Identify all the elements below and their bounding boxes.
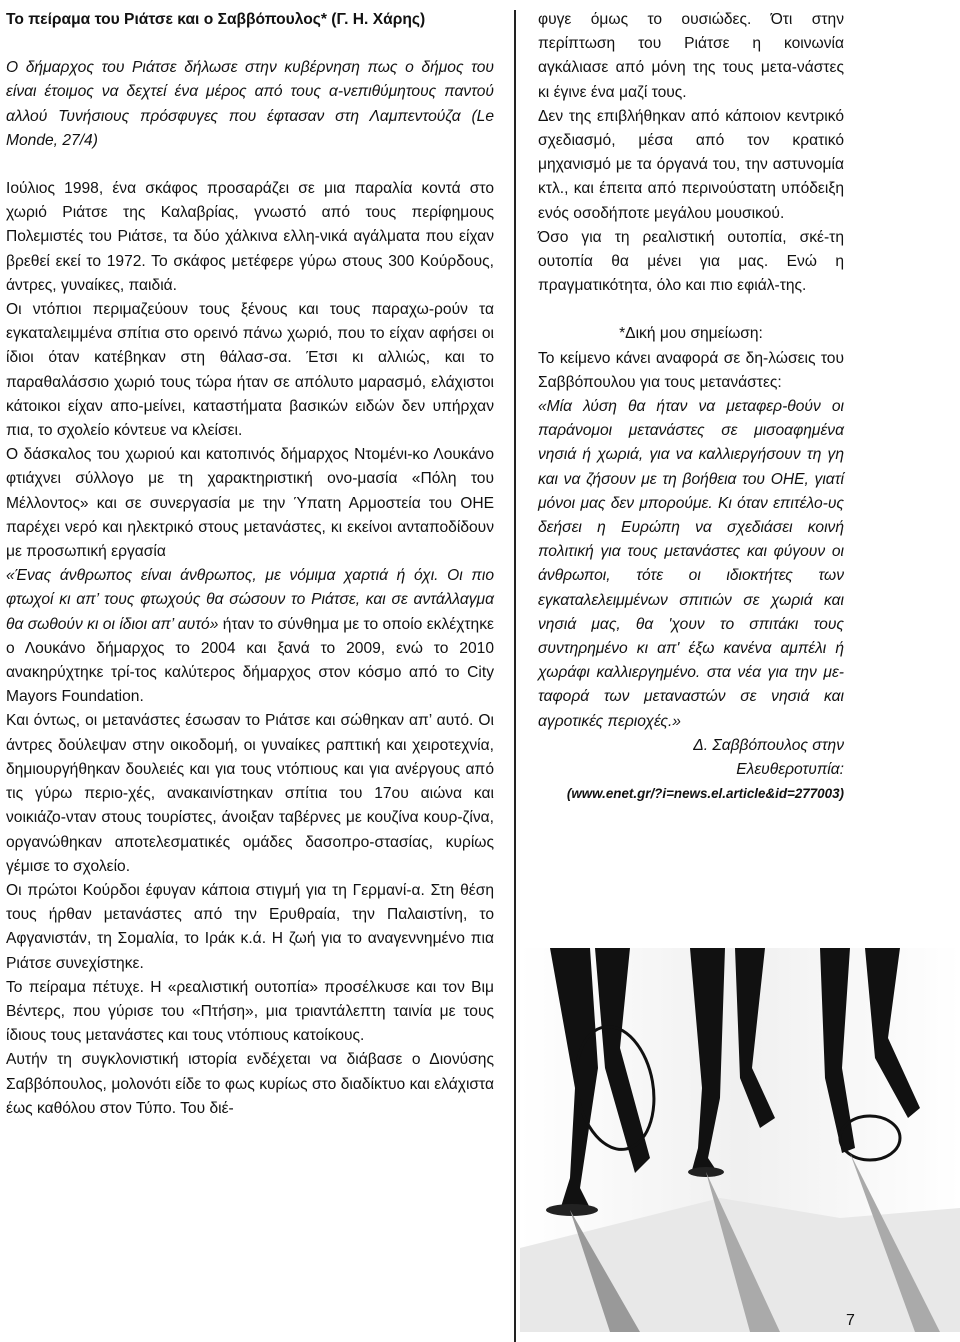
quote-source: Δ. Σαββόπουλος στην [693, 736, 844, 754]
paragraph: Το πείραμα πέτυχε. Η «ρεαλιστική ουτοπία» προσέλκυσε και τον Βιμ Βέντερς, που γύρισε του «Πτήση», μια τριαντάλεπτη ταινία με τους ίδιους τους μετανάστες και τους ντόπιους κατοίκους. [6, 978, 494, 1045]
quote-source-paper: Ελευθεροτυπία: [736, 761, 844, 779]
paragraph [6, 564, 494, 709]
paragraph: Αυτήν τη συγκλονιστική ιστορία ενδέχεται να διάβασε ο Διονύσης Σαββόπουλος, μολονότι είδε το φως κυρίως στο διαδίκτυο και ελάχιστα έως καθόλου στον Τύπο. Του διέ- [6, 1051, 494, 1117]
paragraph: Οι ντόπιοι περιμαζεύουν τους ξένους και τους παραχω-ρούν τα εγκαταλειμμένα σπίτια στο ορεινό πάνω χωριό, που το είχαν αφήσει οι ίδιοι όταν κατέβηκαν στη θάλασ-σα. Έτσι κι αλλιώς, και το παραθαλάσσιο χωριό τους τώρα ήταν σε απόλυτο μαρασμό, ελάχιστοι κάτοικοι είχαν απο-μείνει, καταστήματα βασικών ειδών δεν υπήρχαν πια, το σχολείο κόντευε να κλείσει. [6, 301, 494, 440]
right-column [538, 8, 844, 807]
savvopoulos-quote: «Μία λύση θα ήταν να μεταφερ-θούν οι παράνομοι μετανάστες σε μισοαφημένα νησιά ή χωριά, για να καλλιεργήσουν τη γη και να ζήσουν με τη βοήθεια του ΟΗΕ, γιατί μόνοι μας δεν μπορούμε. Κι όταν επιτέλο-υς δεήσει η Ευρώπη να σχεδιάσει κοινή πολιτική για τους μετανάστες και φύγουν οι άνθρωποι, τότε οι ιδιοκτήτες των εγκαταλελειμμένων σπιτιών σε χωριά και νησιά μας, θα 'χουν το σπιτάκι τους συντηρημένο κι απ' έξω κανένα αμπέλι ή χωράφι καλλιεργημένο. στα νέα για την με-ταφορά των μεταναστών σε νησιά και αγροτικές περιοχές.» [538, 398, 844, 730]
paragraph: Οι πρώτοι Κούρδοι έφυγαν κάποια στιγμή για τη Γερμανί-α. Στη θέση τους ήρθαν μετανάστες από την Ερυθραία, την Παλαιστίνη, το Αφγανιστάν, τη Σομαλία, το Ιράκ κ.ά. Η ζωή για το αναγεννημένο πια Ριάτσε συνεχίστηκε. [6, 881, 494, 972]
left-column [6, 8, 494, 1121]
paragraph: Και όντως, οι μετανάστες έσωσαν το Ριάτσε και σώθηκαν απ’ αυτό. Οι άντρες δούλεψαν στην οικοδομή, οι γυναίκες ραπτική και χειροτεχνία, δημιουργήθηκαν δουλειές και για τους ντόπιους και για ανέργους από τις γύρω περιο-χές, ανακαινίστηκαν σπίτια του 17ου αιώνα και νοικιάζο-νταν στους τουρίστες, άνοιξαν ταβέρνες με κουζίνα κουρ-ζίνα, οργανώθηκαν αποτελεσματικές ομάδες δασοπρο-στασίας, κυρίως γέμισε το σχολείο. [6, 712, 494, 875]
paragraph: Όσο για τη ρεαλιστική ουτοπία, σκέ-τη ουτοπία θα μένει για μας. Ενώ η πραγματικότητα, όλο και πιο εφιάλ-της. [538, 228, 844, 295]
dancers-silhouette-photo [520, 948, 960, 1332]
paragraph-text: ήταν το σύνθημα με το οποίο εκλέχτηκε ο Λουκάνο δήμαρχος το 2004 και ξανά το 2009, ενώ το 2010 ανακηρύχτηκε τρί-τος καλύτερος δήμαρχος στον κόσμο από το City Mayors Foundation. [6, 615, 494, 706]
page-number: 7 [846, 1312, 855, 1329]
slogan-quote: «Ένας άνθρωπος είναι άνθρωπος, με νόμιμα χαρτιά ή όχι. Οι πιο φτωχοί κι απ’ τους φτωχούς θα σώσουν το Ριάτσε, και σε αντάλλαγμα θα σωθούν κι οι ίδιοι απ’ αυτό» [6, 567, 494, 633]
note-text: Το κείμενο κάνει αναφορά σε δη-λώσεις του Σαββόπουλου για τους μετανάστες: [538, 349, 844, 391]
column-divider [514, 10, 516, 1342]
paragraph: Ιούλιος 1998, ένα σκάφος προσαράζει σε μια παραλία κοντά στο χωριό Ριάτσε της Καλαβρίας, γνωστό από τους περίφημους Πολεμιστές του Ριάτσε, τα δύο χάλκινα ελλη-νικά αγάλματα που είχαν βρεθεί εκεί το 1972. Το σκάφος μετέφερε γύρω στους 300 Κούρδους, άντρες, γυναίκες, παιδιά. [6, 180, 494, 294]
paragraph: Ο δάσκαλος του χωριού και κατοπινός δήμαρχος Ντομένι-κο Λουκάνο φτιάχνει σύλλογο με τη χαρακτηριστική ονο-μασία «Πόλη του Μέλλοντος» και σε συνεργασία με την Ύπατη Αρμοστεία του ΟΗΕ παρέχει νερό και ηλεκτρικό στους μετανάστες, κι εκείνοι ανταποδίδουν με προσωπική εργασία [6, 446, 494, 561]
note-title: *Δική μου σημείωση: [619, 325, 763, 343]
intro-paragraph: Ο δήμαρχος του Ριάτσε δήλωσε στην κυβέρνηση πως ο δήμος του είναι έτοιμος να δεχτεί ένα μέρος από τους α-νεπιθύμητους παντού αλλού Τυνήσιους πρόσφυγες που έφτασαν στη Λαμπεντούζα (Le Monde, 27/4) [6, 59, 494, 149]
paragraph: φυγε όμως το ουσιώδες. Ότι στην περίπτωση του Ριάτσε η κοινωνία αγκάλιασε από μόνη της τους μετα-νάστες κι έγινε ένα μαζί τους. [538, 11, 844, 101]
paragraph: Δεν της επιβλήθηκαν από κάποιον κεντρικό σχεδιασμό, μέσα από τον κρατικό μηχανισμό με τα όργανά του, την αστυνομία κτλ., και έπειτα από περινούστατη υπόδειξη ενός οσοδήποτε μεγάλου μουσικού. [538, 107, 844, 222]
article-title: Το πείραμα του Ριάτσε και ο Σαββόπουλος* (Γ. Η. Χάρης) [6, 11, 426, 28]
source-url: (www.enet.gr/?i=news.el.article&id=277003) [566, 786, 844, 802]
